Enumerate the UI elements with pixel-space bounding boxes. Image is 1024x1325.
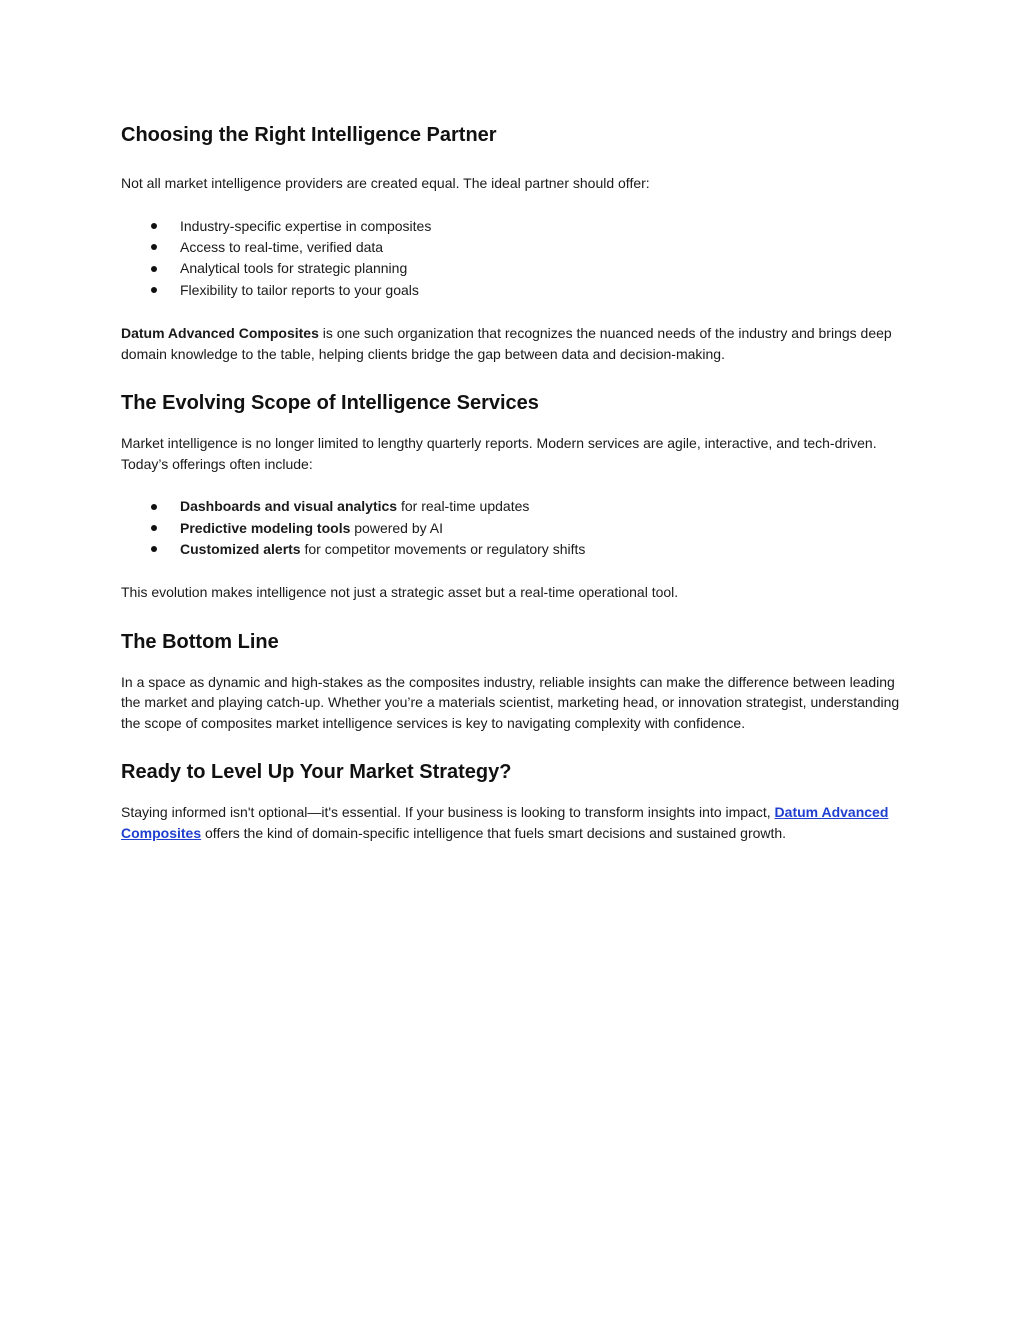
list-item-text: Industry-specific expertise in composites: [180, 217, 432, 234]
heading-ready-level-up: Ready to Level Up Your Market Strategy?: [121, 761, 512, 784]
list-item: [121, 258, 901, 279]
bullet-dot-icon: [151, 546, 157, 552]
bullet-dot-icon: [151, 287, 157, 293]
list-item-text: powered by AI: [350, 519, 443, 536]
bullet-dot-icon: [151, 266, 157, 272]
list-item: [121, 280, 901, 301]
company-name-bold: Datum Advanced Composites: [121, 325, 319, 342]
heading-bottom-line: The Bottom Line: [121, 630, 279, 653]
list-partner-offerings: [121, 216, 901, 302]
document-content: [121, 119, 901, 843]
heading-choosing-partner: Choosing the Right Intelligence Partner: [121, 124, 497, 146]
list-item-text: for competitor movements or regulatory shifts: [300, 540, 586, 557]
paragraph-datum-description: [121, 323, 901, 364]
list-item: [121, 216, 901, 237]
list-item-text: for real-time updates: [397, 498, 530, 515]
paragraph-text: is one such organization that recognizes the nuanced needs of the industry and brings deep domain knowledge to the table, helping clients bridge the gap between data and decision-making.: [121, 325, 892, 362]
list-item: [121, 496, 901, 517]
list-item-text: Access to real-time, verified data: [180, 238, 384, 255]
list-item: [121, 237, 901, 258]
list-item: [121, 539, 901, 560]
list-service-offerings: [121, 496, 901, 560]
list-item-bold: Customized alerts: [180, 540, 301, 557]
list-item-bold: Dashboards and visual analytics: [180, 498, 398, 515]
list-item-bold: Predictive modeling tools: [180, 519, 351, 536]
bullet-dot-icon: [151, 223, 157, 229]
paragraph-intro-scope: Market intelligence is no longer limited to lengthy quarterly reports. Modern services are agile, interactive, and tech-driven. Today’s offerings often include:: [121, 435, 877, 472]
paragraph-text: Staying informed isn't optional—it's essential. If your business is looking to transform insights into impact,: [121, 804, 775, 821]
paragraph-bottom-line: In a space as dynamic and high-stakes as the composites industry, reliable insights can make the difference between leading the market and playing catch-up. Whether you’re a materials scientist, marketing head, or innovation strategist, understanding the scope of composites market intelligence services is key to navigating complexity with confidence.: [121, 673, 900, 731]
list-item: [121, 518, 901, 539]
bullet-dot-icon: [151, 525, 157, 531]
paragraph-evolution-closing: This evolution makes intelligence not just a strategic asset but a real-time operational tool.: [121, 584, 679, 601]
bullet-dot-icon: [151, 504, 157, 510]
paragraph-text: offers the kind of domain-specific intelligence that fuels smart decisions and sustained growth.: [201, 824, 787, 841]
paragraph-intro-partner: Not all market intelligence providers are created equal. The ideal partner should offer:: [121, 175, 650, 191]
list-item-text: Analytical tools for strategic planning: [180, 260, 408, 277]
heading-evolving-scope: The Evolving Scope of Intelligence Services: [121, 392, 539, 415]
paragraph-call-to-action: [121, 802, 901, 843]
datum-advanced-composites-link[interactable]: Datum Advanced Composites: [121, 804, 889, 841]
list-item-text: Flexibility to tailor reports to your goals: [180, 281, 419, 298]
bullet-dot-icon: [151, 244, 157, 250]
